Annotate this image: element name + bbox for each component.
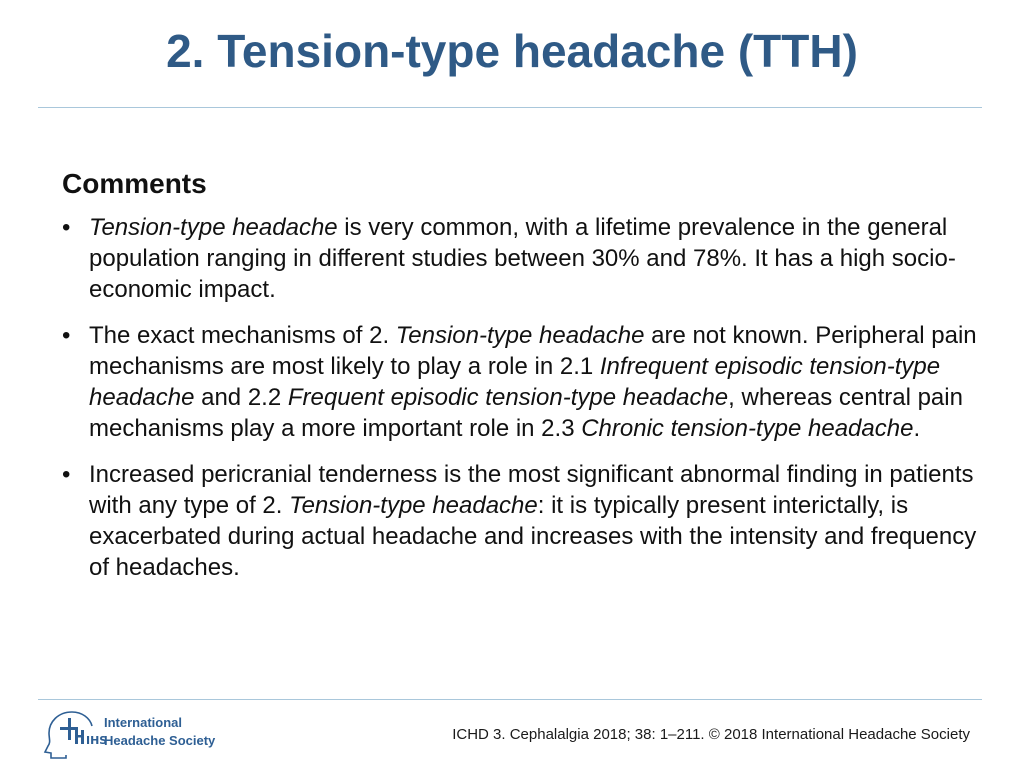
italic-term: Tension-type headache [289,492,538,519]
bullet-list [62,212,982,583]
title-divider [38,107,982,108]
logo-wordmark [104,714,215,750]
bullet-text: , whereas central pain mechanisms play a more important role in 2.3 [89,384,963,442]
bullet-marker: • [62,461,71,488]
bullet-item [62,212,982,305]
logo-line-1: International [104,715,183,730]
bullet-text: The exact mechanisms of 2. [89,322,396,349]
ihs-logo [42,708,232,760]
bullet-text: are not known. Peripheral pain mechanisms are most likely to play a role in 2.1 [89,322,977,380]
citation: ICHD 3. Cephalalgia 2018; 38: 1–211. © 2018 International Headache Society [452,726,970,743]
bullet-item [62,320,982,444]
italic-term: Frequent episodic tension-type headache [287,384,729,411]
logo-monogram: IHS [86,734,108,747]
bullet-text: is very common, with a lifetime prevalence in the general population ranging in different studies between 30% and 78%. It has a high socio-economic impact. [89,214,956,303]
italic-term: Tension-type headache [395,322,645,349]
slide-content [62,168,982,598]
bullet-text: : it is typically present interictally, is exacerbated during actual headache and increases with the intensity and frequency of headaches. [89,492,977,581]
bullet-marker: • [62,322,71,349]
bullet-text: and 2.2 [194,384,288,411]
bullet-item [62,459,982,583]
section-heading: Comments [62,168,207,199]
bullet-text: . [913,415,921,442]
bullet-marker: • [62,214,71,241]
head-profile-icon [42,708,108,760]
slide-title: 2. Tension-type headache (TTH) [166,25,858,77]
italic-term: Chronic tension-type headache [581,415,914,442]
italic-term: Tension-type headache [89,214,338,241]
italic-term: Infrequent episodic tension-type headache [89,353,941,411]
logo-line-2: Headache Society [104,733,216,748]
footer-divider [38,699,982,700]
bullet-text: Increased pericranial tenderness is the most significant abnormal finding in patients with any type of 2. [89,461,974,519]
